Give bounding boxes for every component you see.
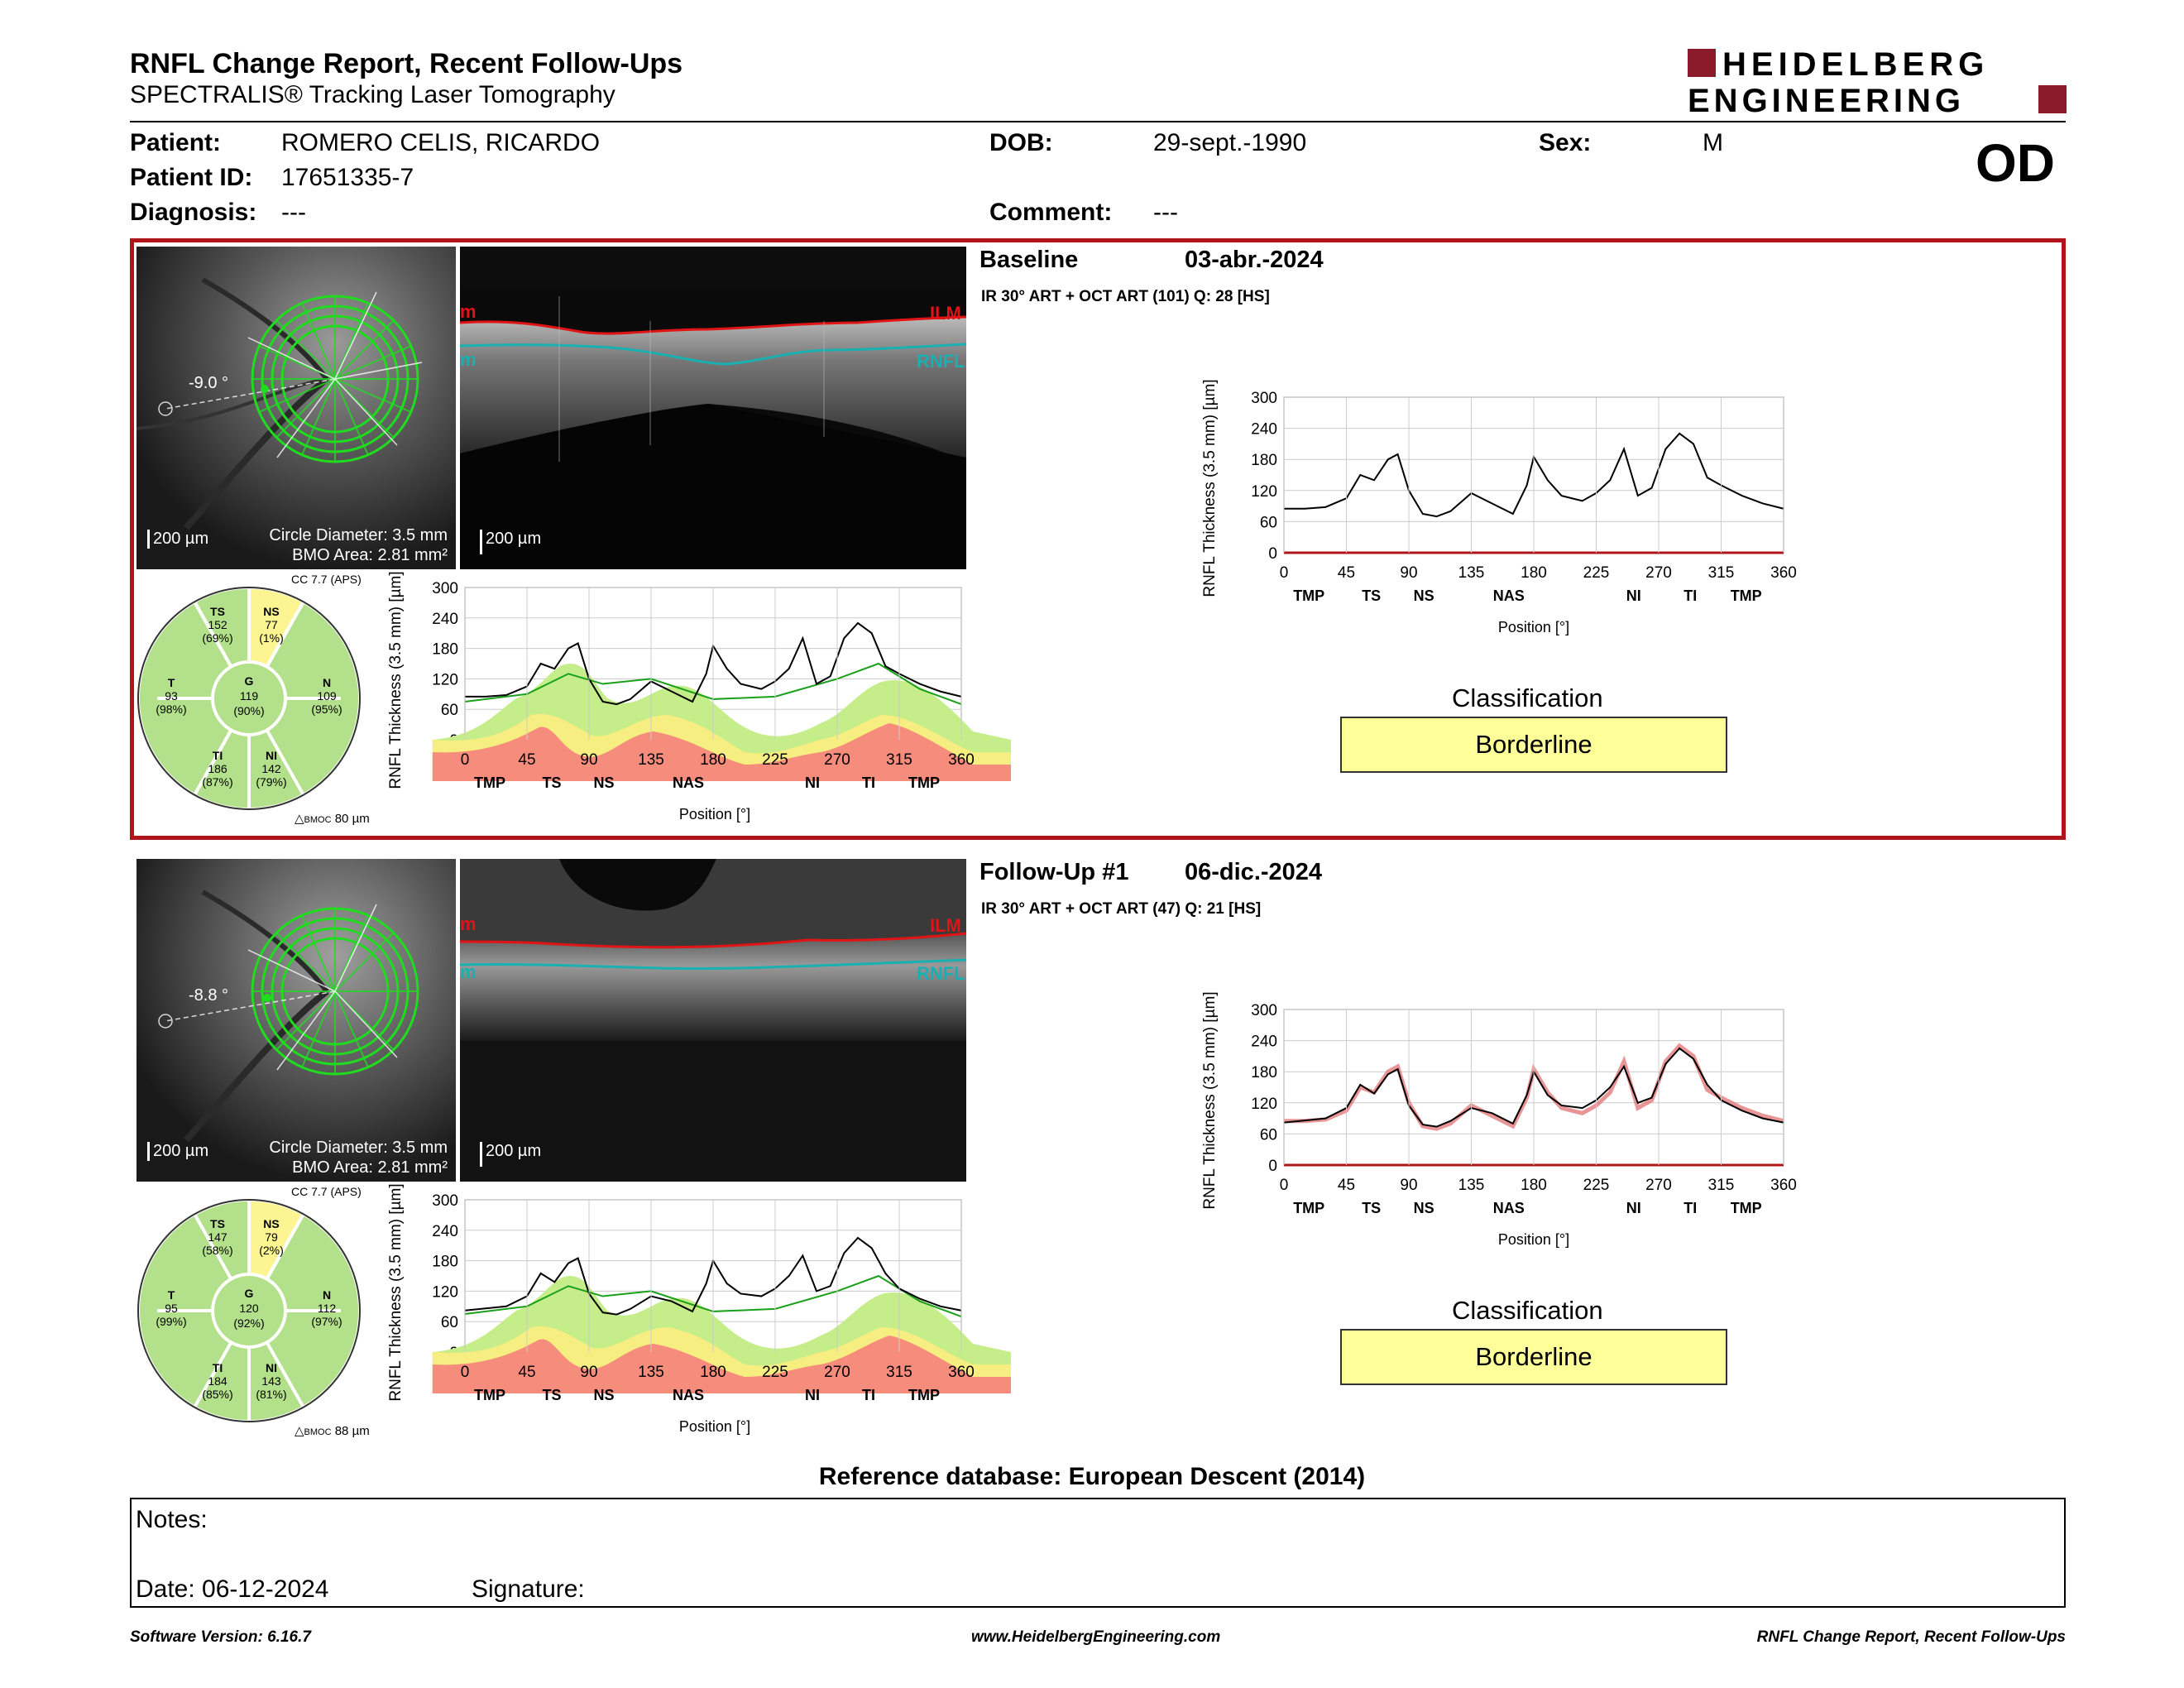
diagnosis-value: ---: [281, 199, 306, 226]
baseline-thickness-xlabel: Position [°]: [1497, 619, 1570, 635]
followup-profile-xlabel: Position [°]: [678, 1418, 751, 1435]
followup-thickness-region-label: TMP: [1293, 1200, 1325, 1216]
baseline-n-name: N: [322, 676, 332, 689]
comment-value: ---: [1153, 199, 1178, 226]
notes-date: Date: 06-12-2024: [136, 1575, 329, 1603]
baseline-profile-region-label: TMP: [474, 774, 505, 791]
followup-thickness-ytick: 180: [1251, 1064, 1277, 1082]
patient-id: 17651335-7: [281, 164, 414, 191]
baseline-thickness-region-label: NAS: [1492, 587, 1525, 604]
baseline-thickness-yaxis: [1251, 390, 1784, 563]
followup-classification-box: Borderline: [1340, 1329, 1727, 1385]
followup-n-name: N: [322, 1288, 332, 1302]
followup-profile-region-label: TS: [542, 1387, 562, 1403]
followup-thickness-region-label: TI: [1684, 1200, 1698, 1216]
baseline-ts-name: TS: [210, 605, 225, 618]
followup-thickness-region-label: NAS: [1492, 1200, 1525, 1216]
followup-thickness-region-label: NI: [1626, 1200, 1641, 1216]
notes-label: Notes:: [136, 1506, 208, 1533]
baseline-oct-scale: 200 µm: [480, 530, 541, 554]
baseline-profile-ytick: 60: [440, 702, 458, 720]
followup-ns-pct: (2%): [259, 1244, 284, 1257]
baseline-ts-pct: (69%): [202, 631, 233, 645]
header-divider: [130, 121, 2066, 122]
patient-id-label: Patient ID:: [130, 164, 253, 191]
baseline-classification-box: Borderline: [1340, 717, 1727, 773]
baseline-profile-chart: [387, 571, 975, 827]
baseline-thickness-ylabel: RNFL Thickness (3.5 mm) [µm]: [1201, 379, 1219, 597]
followup-profile-ytick: 60: [440, 1314, 458, 1332]
followup-thickness-ylabel: RNFL Thickness (3.5 mm) [µm]: [1201, 991, 1219, 1210]
followup-heading: Follow-Up #1: [979, 859, 1129, 885]
followup-profile-xtick: 360: [948, 1364, 975, 1381]
followup-bmo-area: BMO Area: 2.81 mm²: [292, 1158, 448, 1177]
followup-ilm-label: ILM: [930, 915, 961, 936]
baseline-ns-name: NS: [263, 605, 280, 618]
baseline-thickness-xtick: 360: [1770, 564, 1797, 582]
signature-label: Signature:: [472, 1575, 585, 1603]
followup-circle-diameter: Circle Diameter: 3.5 mm: [269, 1139, 448, 1157]
followup-ns-value: 79: [265, 1230, 278, 1244]
baseline-ti-value: 186: [208, 762, 228, 775]
baseline-profile-ytick: 120: [432, 671, 458, 689]
heidelberg-logo: [1688, 46, 2067, 119]
followup-profile-region-label: NAS: [672, 1387, 705, 1403]
followup-sector-chart: [136, 1198, 362, 1423]
followup-fundus-image[interactable]: [136, 859, 456, 1182]
baseline-bmoc: △BMOC 80 µm: [295, 812, 370, 826]
baseline-ni-name: NI: [266, 749, 277, 762]
followup-profile-region-label: TI: [862, 1387, 875, 1403]
followup-oct-scan[interactable]: [460, 859, 966, 1182]
baseline-thickness-xtick: 135: [1458, 564, 1485, 582]
baseline-profile-ytick: 180: [432, 640, 458, 659]
baseline-profile-xtick: 360: [948, 751, 975, 769]
baseline-thickness-xtick: 270: [1645, 564, 1672, 582]
software-version: Software Version: 6.16.7: [130, 1628, 311, 1646]
followup-date: 06-dic.-2024: [1185, 859, 1323, 885]
baseline-g-value: 119: [239, 689, 259, 703]
followup-profile-xtick: 135: [638, 1364, 664, 1381]
followup-ni-name: NI: [266, 1361, 277, 1374]
followup-n-value: 112: [317, 1302, 337, 1315]
followup-ti-value: 184: [208, 1374, 228, 1388]
baseline-thickness-regions: [1293, 587, 1762, 604]
baseline-thickness-ytick: 120: [1251, 482, 1277, 501]
followup-g-name: G: [244, 1287, 254, 1300]
followup-thickness-xtick: 225: [1583, 1177, 1610, 1194]
followup-thickness-xtick: 90: [1400, 1177, 1418, 1194]
baseline-profile-xtick: 180: [700, 751, 726, 769]
baseline-thickness-xtick: 225: [1583, 564, 1610, 582]
baseline-n-value: 109: [317, 689, 337, 703]
followup-thickness-xtick: 315: [1707, 1177, 1735, 1194]
followup-oct-scale: 200 µm: [480, 1142, 541, 1167]
followup-profile-ytick: 300: [432, 1192, 458, 1210]
followup-bmoc-prefix: BMOC: [304, 1427, 332, 1437]
baseline-g-name: G: [244, 674, 254, 688]
patient-name: ROMERO CELIS, RICARDO: [281, 129, 601, 156]
baseline-thickness-ytick: 240: [1251, 420, 1277, 439]
followup-ilm-left: m: [460, 914, 477, 934]
followup-profile-xtick: 225: [762, 1364, 788, 1381]
followup-thickness-yaxis: [1251, 1002, 1784, 1175]
followup-thickness-ytick: 60: [1259, 1126, 1277, 1144]
followup-ti-name: TI: [212, 1361, 223, 1374]
followup-ns-name: NS: [263, 1217, 280, 1230]
baseline-thickness-xtick: 90: [1400, 564, 1418, 582]
followup-thickness-xlabel: Position [°]: [1497, 1231, 1570, 1248]
baseline-profile-xtick: 225: [762, 751, 788, 769]
followup-thickness-region-label: TS: [1362, 1200, 1382, 1216]
followup-fundus-scale: 200 µm: [147, 1142, 208, 1161]
baseline-ni-value: 142: [261, 762, 281, 775]
footer-report-name: RNFL Change Report, Recent Follow-Ups: [1756, 1628, 2066, 1646]
followup-profile-ytick: 180: [432, 1253, 458, 1271]
comment-label: Comment:: [989, 199, 1113, 226]
baseline-profile-xtick: 45: [518, 751, 536, 769]
baseline-profile-region-label: NS: [593, 774, 615, 791]
baseline-thickness-xtick: 180: [1521, 564, 1547, 582]
logo-text-2: ENGINEERING: [1688, 83, 1966, 119]
baseline-scan-info: IR 30° ART + OCT ART (101) Q: 28 [HS]: [981, 288, 1270, 305]
report-subtitle: SPECTRALIS® Tracking Laser Tomography: [130, 81, 615, 108]
baseline-profile-ytick: 240: [432, 610, 458, 628]
baseline-profile-region-label: NI: [805, 774, 820, 791]
dob-value: 29-sept.-1990: [1153, 129, 1307, 156]
followup-ni-value: 143: [261, 1374, 281, 1388]
baseline-profile-ytick: 300: [432, 580, 458, 597]
followup-thickness-xtick: 0: [1279, 1177, 1289, 1194]
baseline-profile-xtick: 90: [580, 751, 598, 769]
baseline-angle-label: -9.0 °: [189, 374, 229, 392]
baseline-classification-label: Classification: [1452, 683, 1603, 712]
baseline-profile-ylabel: RNFL Thickness (3.5 mm) [µm]: [387, 571, 405, 789]
followup-profile-ylabel: RNFL Thickness (3.5 mm) [µm]: [387, 1183, 405, 1402]
baseline-date: 03-abr.-2024: [1185, 247, 1324, 273]
followup-thickness-xtick: 360: [1770, 1177, 1797, 1194]
followup-g-pct: (92%): [233, 1316, 265, 1330]
baseline-thickness-ytick: 300: [1251, 390, 1277, 407]
logo-text-1: HEIDELBERG: [1722, 46, 1990, 83]
baseline-profile-region-label: TS: [542, 774, 562, 791]
baseline-ns-value: 77: [265, 618, 278, 631]
patient-label: Patient:: [130, 129, 222, 156]
baseline-thickness-region-label: TI: [1684, 587, 1698, 604]
followup-rnfl-label: RNFL: [917, 963, 965, 984]
followup-t-value: 95: [165, 1302, 178, 1315]
baseline-profile-region-label: NAS: [672, 774, 705, 791]
baseline-sector-chart: [136, 586, 362, 811]
baseline-t-name: T: [167, 676, 175, 689]
followup-profile-xtick: 270: [824, 1364, 850, 1381]
followup-thickness-chart: [1200, 991, 1797, 1253]
baseline-thickness-xtick: 45: [1337, 564, 1356, 582]
baseline-ilm-left: m: [460, 301, 477, 322]
website: www.HeidelbergEngineering.com: [971, 1628, 1221, 1646]
baseline-profile-region-label: TI: [862, 774, 875, 791]
baseline-oct-scan[interactable]: [460, 247, 966, 569]
diagnosis-label: Diagnosis:: [130, 199, 257, 226]
baseline-bmoc-value: 80 µm: [334, 812, 370, 826]
followup-profile-ytick: 120: [432, 1283, 458, 1302]
baseline-heading: Baseline: [979, 247, 1079, 273]
followup-rnfl-left: m: [460, 961, 477, 982]
baseline-ti-pct: (87%): [202, 775, 233, 789]
followup-profile-xtick: 315: [886, 1364, 912, 1381]
baseline-ns-pct: (1%): [259, 631, 284, 645]
baseline-thickness-chart: [1200, 379, 1797, 640]
followup-thickness-ytick: 0: [1268, 1158, 1277, 1175]
baseline-rnfl-left: m: [460, 349, 477, 370]
followup-bmoc: △BMOC 88 µm: [295, 1424, 370, 1438]
followup-thickness-regions: [1293, 1200, 1762, 1216]
baseline-thickness-region-label: TMP: [1293, 587, 1325, 604]
baseline-bmoc-prefix: BMOC: [304, 815, 332, 825]
followup-profile-region-label: NI: [805, 1387, 820, 1403]
followup-angle-label: -8.8 °: [189, 986, 229, 1005]
followup-t-name: T: [167, 1288, 175, 1302]
followup-profile-xtick: 0: [460, 1364, 470, 1381]
followup-profile-chart: [387, 1183, 975, 1440]
followup-thickness-xtick: 45: [1337, 1177, 1356, 1194]
dob-label: DOB:: [989, 129, 1053, 156]
baseline-n-pct: (95%): [311, 703, 342, 716]
eye-indicator: OD: [1976, 133, 2055, 193]
reference-database: Reference database: European Descent (2014): [818, 1463, 1366, 1490]
baseline-ilm-label: ILM: [930, 303, 961, 324]
report-title: RNFL Change Report, Recent Follow-Ups: [130, 48, 683, 79]
baseline-thickness-region-label: NS: [1413, 587, 1434, 604]
followup-bmoc-value: 88 µm: [334, 1424, 370, 1438]
followup-thickness-ytick: 300: [1251, 1002, 1277, 1019]
followup-ts-value: 147: [208, 1230, 228, 1244]
baseline-circle-diameter: Circle Diameter: 3.5 mm: [269, 526, 448, 544]
followup-cc-label: CC 7.7 (APS): [291, 1185, 362, 1198]
followup-g-value: 120: [239, 1302, 259, 1315]
followup-thickness-ytick: 240: [1251, 1033, 1277, 1051]
baseline-thickness-region-label: TMP: [1730, 587, 1762, 604]
followup-thickness-xaxis: [1280, 1009, 1797, 1194]
followup-thickness-region-label: TMP: [1730, 1200, 1762, 1216]
followup-profile-xtick: 90: [580, 1364, 598, 1381]
followup-profile-ytick: 240: [432, 1222, 458, 1240]
baseline-ni-pct: (79%): [256, 775, 287, 789]
baseline-cc-label: CC 7.7 (APS): [291, 573, 362, 586]
baseline-thickness-region-label: TS: [1362, 587, 1382, 604]
followup-profile-xtick: 180: [700, 1364, 726, 1381]
followup-thickness-xtick: 135: [1458, 1177, 1485, 1194]
baseline-rnfl-label: RNFL: [917, 351, 965, 372]
baseline-profile-xtick: 270: [824, 751, 850, 769]
baseline-t-value: 93: [165, 689, 178, 703]
followup-classification-label: Classification: [1452, 1296, 1603, 1325]
followup-scan-info: IR 30° ART + OCT ART (47) Q: 21 [HS]: [981, 900, 1262, 918]
followup-ti-pct: (85%): [202, 1388, 233, 1401]
followup-ts-pct: (58%): [202, 1244, 233, 1257]
baseline-fundus-scale: 200 µm: [147, 530, 208, 549]
followup-profile-region-label: TMP: [908, 1387, 940, 1403]
followup-n-pct: (97%): [311, 1315, 342, 1328]
baseline-profile-region-label: TMP: [908, 774, 940, 791]
baseline-thickness-xtick: 0: [1279, 564, 1289, 582]
baseline-profile-xtick: 0: [460, 751, 470, 769]
followup-thickness-xtick: 270: [1645, 1177, 1672, 1194]
baseline-thickness-ytick: 60: [1259, 514, 1277, 532]
followup-ni-pct: (81%): [256, 1388, 287, 1401]
baseline-thickness-xaxis: [1280, 397, 1797, 582]
followup-profile-xtick: 45: [518, 1364, 536, 1381]
baseline-bmo-area: BMO Area: 2.81 mm²: [292, 546, 448, 564]
followup-ts-name: TS: [210, 1217, 225, 1230]
followup-thickness-ytick: 120: [1251, 1095, 1277, 1113]
baseline-fundus-image[interactable]: [136, 247, 456, 569]
sex-value: M: [1703, 129, 1723, 156]
followup-t-pct: (99%): [156, 1315, 187, 1328]
baseline-t-pct: (98%): [156, 703, 187, 716]
baseline-thickness-ytick: 180: [1251, 452, 1277, 470]
baseline-g-pct: (90%): [233, 704, 265, 717]
baseline-thickness-ytick: 0: [1268, 545, 1277, 563]
baseline-ti-name: TI: [212, 749, 223, 762]
notes-box[interactable]: [130, 1498, 2066, 1608]
followup-profile-region-label: TMP: [474, 1387, 505, 1403]
followup-thickness-region-label: NS: [1413, 1200, 1434, 1216]
sex-label: Sex:: [1539, 129, 1592, 156]
followup-profile-region-label: NS: [593, 1387, 615, 1403]
baseline-ts-value: 152: [208, 618, 228, 631]
baseline-thickness-xtick: 315: [1707, 564, 1735, 582]
baseline-profile-xtick: 315: [886, 751, 912, 769]
baseline-profile-xlabel: Position [°]: [678, 806, 751, 822]
followup-thickness-xtick: 180: [1521, 1177, 1547, 1194]
baseline-thickness-region-label: NI: [1626, 587, 1641, 604]
baseline-profile-xtick: 135: [638, 751, 664, 769]
